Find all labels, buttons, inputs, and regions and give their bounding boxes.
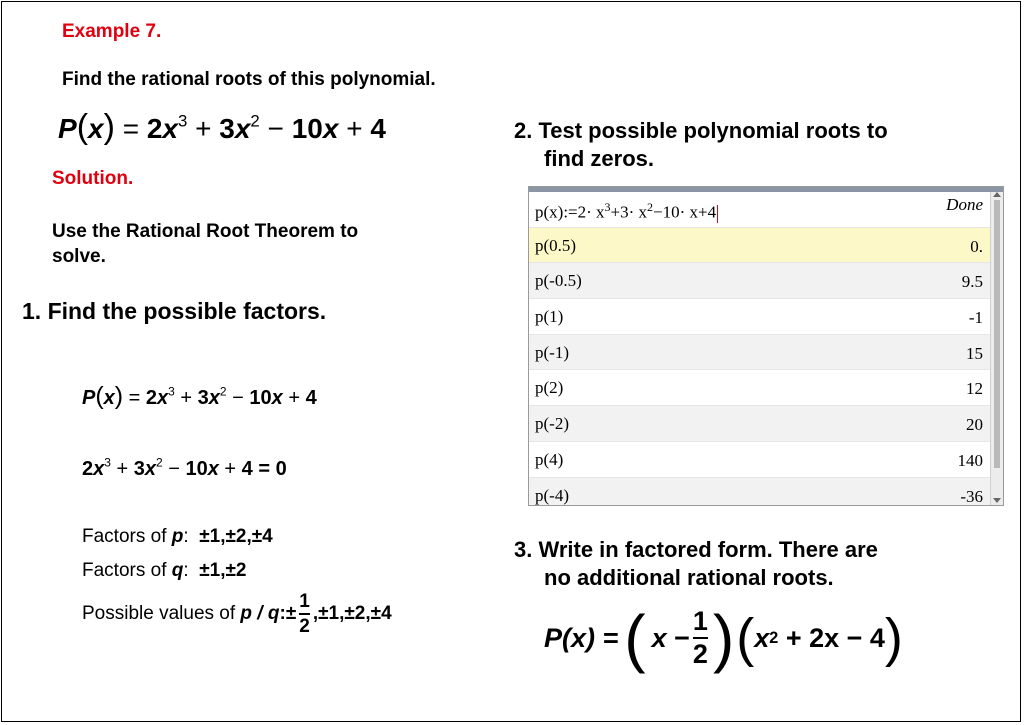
possible-values: Possible values of p / q:± $\frac{1}{2}$ ,±1,±2,±4	[82, 591, 392, 637]
factors-of-q: Factors of q: ±1,±2	[82, 560, 247, 581]
calc-result: 9.5	[961, 272, 983, 292]
scroll-up-arrow-icon[interactable]	[993, 192, 1001, 197]
scrollbar-thumb[interactable]	[994, 200, 1000, 468]
calc-result: 0.	[970, 236, 983, 256]
calc-expr: p(4)	[535, 449, 564, 469]
step3-line1: 3. Write in factored form. There are	[514, 537, 878, 562]
calc-result: 140	[957, 450, 983, 470]
calc-result: 20	[966, 415, 983, 435]
calc-expr: p(-0.5)	[535, 271, 582, 291]
calculator-scrollbar[interactable]	[990, 192, 1003, 505]
calc-expr: p(-4)	[535, 485, 569, 505]
solution-text-line2: solve.	[52, 246, 106, 267]
calc-expr: p(-1)	[535, 342, 569, 362]
calc-definition-result: Done	[946, 195, 983, 214]
calc-row[interactable]	[529, 335, 991, 371]
calc-expr: p(0.5)	[535, 235, 577, 255]
step1-heading: 1. Find the possible factors.	[22, 298, 327, 324]
factored-form: P(x) = ( x − $\frac{1}{2}$ ) ( x 2 + 2x − 4 )	[544, 602, 903, 674]
calc-row[interactable]	[529, 370, 991, 406]
calc-expr: p(1)	[535, 307, 564, 327]
calc-result: -36	[960, 486, 983, 506]
calc-row[interactable]	[529, 442, 991, 478]
solution-label: Solution.	[52, 168, 134, 189]
instruction-text: Find the rational roots of this polynomial.	[62, 69, 436, 90]
calc-result: 12	[966, 379, 983, 399]
calc-row[interactable]	[529, 263, 991, 299]
solution-text-line1: Use the Rational Root Theorem to	[52, 221, 359, 242]
step3-line2: no additional rational roots.	[544, 565, 834, 590]
polynomial-main: $P(x) = 2x^3 + 3x^2 - 10x + 4$	[58, 108, 386, 146]
calc-expr: p(2)	[535, 378, 564, 398]
calc-row[interactable]	[529, 406, 991, 442]
polynomial-step1: $P(x) = 2x^3 + 3x^2 - 10x + 4$	[82, 382, 317, 410]
calculator-history	[529, 192, 991, 506]
calc-result: 15	[966, 343, 983, 363]
calc-row[interactable]	[529, 228, 991, 264]
possible-fraction: $\frac{1}{2}$	[299, 591, 310, 637]
calc-definition-expr: p(x):=2· $x^3+3\cdot x^2-10\cdot x+4$	[535, 200, 717, 222]
calc-row[interactable]	[529, 299, 991, 335]
calc-row[interactable]	[529, 478, 991, 507]
calc-row-definition[interactable]	[529, 192, 991, 228]
step2-line2: find zeros.	[544, 146, 655, 171]
factored-fraction: $\frac{1}{2}$	[692, 606, 708, 669]
calculator-panel[interactable]	[528, 186, 1004, 506]
polynomial-equation: $2x^3 + 3x^2 - 10x + 4 = 0$	[82, 455, 287, 480]
scroll-down-arrow-icon[interactable]	[993, 498, 1001, 503]
step2-line1: 2. Test possible polynomial roots to	[514, 118, 888, 143]
calc-result: -1	[968, 308, 983, 328]
example-title: Example 7.	[62, 21, 162, 42]
calc-expr: p(-2)	[535, 414, 569, 434]
factors-of-p: Factors of p: ±1,±2,±4	[82, 526, 273, 547]
text-cursor	[717, 205, 718, 223]
